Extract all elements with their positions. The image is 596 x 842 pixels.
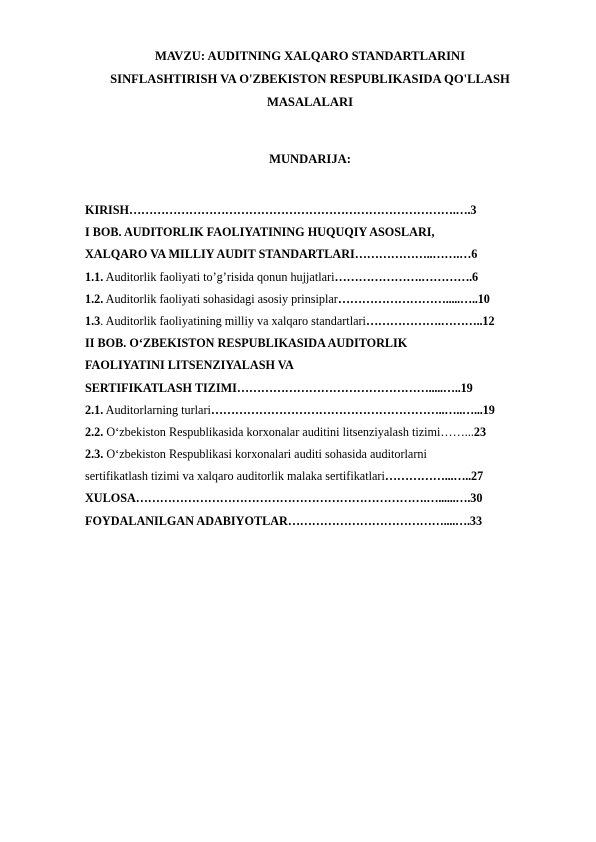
title-line-2: SINFLASHTIRISH VA O'ZBEKISTON RESPUBLIKASIDA QO'LLASH (110, 72, 510, 86)
toc-section-number: 2.3. (85, 447, 104, 462)
toc-text: Auditorlarning turlari (103, 402, 211, 417)
toc-leader-dots: ……………….……….. (365, 313, 483, 328)
toc-text: . Auditorlik faoliyatining milliy va xalqaro standartlari (100, 313, 366, 328)
table-of-contents (85, 199, 546, 532)
toc-entry-chapter-1-line-2 (85, 243, 546, 265)
toc-entry-chapter-2-line-2 (85, 354, 546, 376)
toc-text: FAOLIYATINI LITSENZIYALASH VA (85, 358, 294, 373)
toc-section-number: 1.2. (85, 291, 104, 306)
toc-page-number: 27 (471, 469, 484, 484)
toc-entry-chapter-2-line-1 (85, 332, 546, 354)
toc-entry-1-1 (85, 266, 546, 288)
contents-heading: MUNDARIJA: (269, 152, 351, 166)
toc-entry-2-3-line-2 (85, 465, 546, 487)
toc-entry-2-2 (85, 421, 546, 443)
toc-section-number: 1.1. (85, 269, 104, 284)
toc-page-number: 19 (482, 402, 495, 417)
toc-entry-1-3 (85, 310, 546, 332)
toc-text: XALQARO VA MILLIY AUDIT STANDARTLARI (85, 247, 355, 262)
toc-text: II BOB. O‘ZBEKISTON RESPUBLIKASIDA AUDITORLIK (85, 336, 408, 351)
toc-leader-dots: ………………….…………. (334, 269, 473, 284)
toc-page-number: 12 (482, 313, 495, 328)
toc-entry-2-1 (85, 399, 546, 421)
toc-page-number: 6 (472, 269, 479, 284)
toc-leader-dots: …………………………………....…. (287, 513, 470, 528)
toc-leader-dots: ……………………………………………………………….…......…. (135, 491, 471, 506)
toc-page-number: 10 (477, 291, 490, 306)
toc-entry-references (85, 510, 546, 532)
toc-section-number: 2.2. (85, 424, 104, 439)
toc-text: O‘zbekiston Respublikasi korxonalari auditi sohasida auditorlarni (103, 447, 427, 462)
toc-text: FOYDALANILGAN ADABIYOTLAR (85, 513, 288, 528)
toc-page-number: 30 (470, 491, 483, 506)
toc-entry-chapter-1-line-1 (85, 221, 546, 243)
toc-entry-kirish (85, 199, 546, 221)
toc-leader-dots: …………………………………………………..…..…... (210, 402, 483, 417)
title-line-3: MASALALARI (266, 95, 354, 109)
document-title (60, 45, 560, 114)
toc-leader-dots: ……………...….. (384, 469, 472, 484)
toc-text: Auditorlik faoliyati sohasidagi asosiy prinsiplar (103, 291, 338, 306)
toc-leader-dots: ………………..…….… (354, 247, 472, 262)
toc-page-number: 3 (470, 203, 477, 217)
toc-entry-chapter-2-line-3 (85, 377, 546, 399)
toc-text: SERTIFIKATLASH TIZIMI (85, 380, 237, 395)
toc-page-number: 19 (460, 380, 473, 395)
toc-leader-dots: ……………………………………………………………………….…. (129, 203, 471, 217)
toc-page-number: 6 (471, 247, 478, 262)
toc-entry-2-3-line-1 (85, 443, 546, 465)
toc-leader-dots: ………………………………………….....….. (236, 380, 461, 395)
toc-text: KIRISH (85, 203, 130, 217)
title-line-1: MAVZU: AUDITNING XALQARO STANDARTLARINI (154, 49, 466, 63)
toc-text: Auditorlik faoliyati to’g’risida qonun hujjatlari (103, 269, 335, 284)
toc-entry-1-2 (85, 288, 546, 310)
toc-page-number: 33 (469, 513, 483, 528)
toc-section-number: 1.3 (85, 313, 101, 328)
toc-leader-dots: ……………………….....….. (337, 291, 478, 306)
toc-entry-xulosa (85, 487, 546, 509)
toc-text: O‘zbekiston Respublikasida korxonalar auditini litsenziyalash tizimi……... (103, 424, 474, 439)
toc-text: I BOB. AUDITORLIK FAOLIYATINING HUQUQIY ASOSLARI, (85, 225, 435, 240)
toc-section-number: 2.1. (85, 402, 104, 417)
toc-text: sertifikatlash tizimi va xalqaro auditorlik malaka sertifikatlari (85, 469, 385, 484)
toc-page-number: 23 (473, 424, 487, 439)
toc-text: XULOSA (85, 491, 136, 506)
